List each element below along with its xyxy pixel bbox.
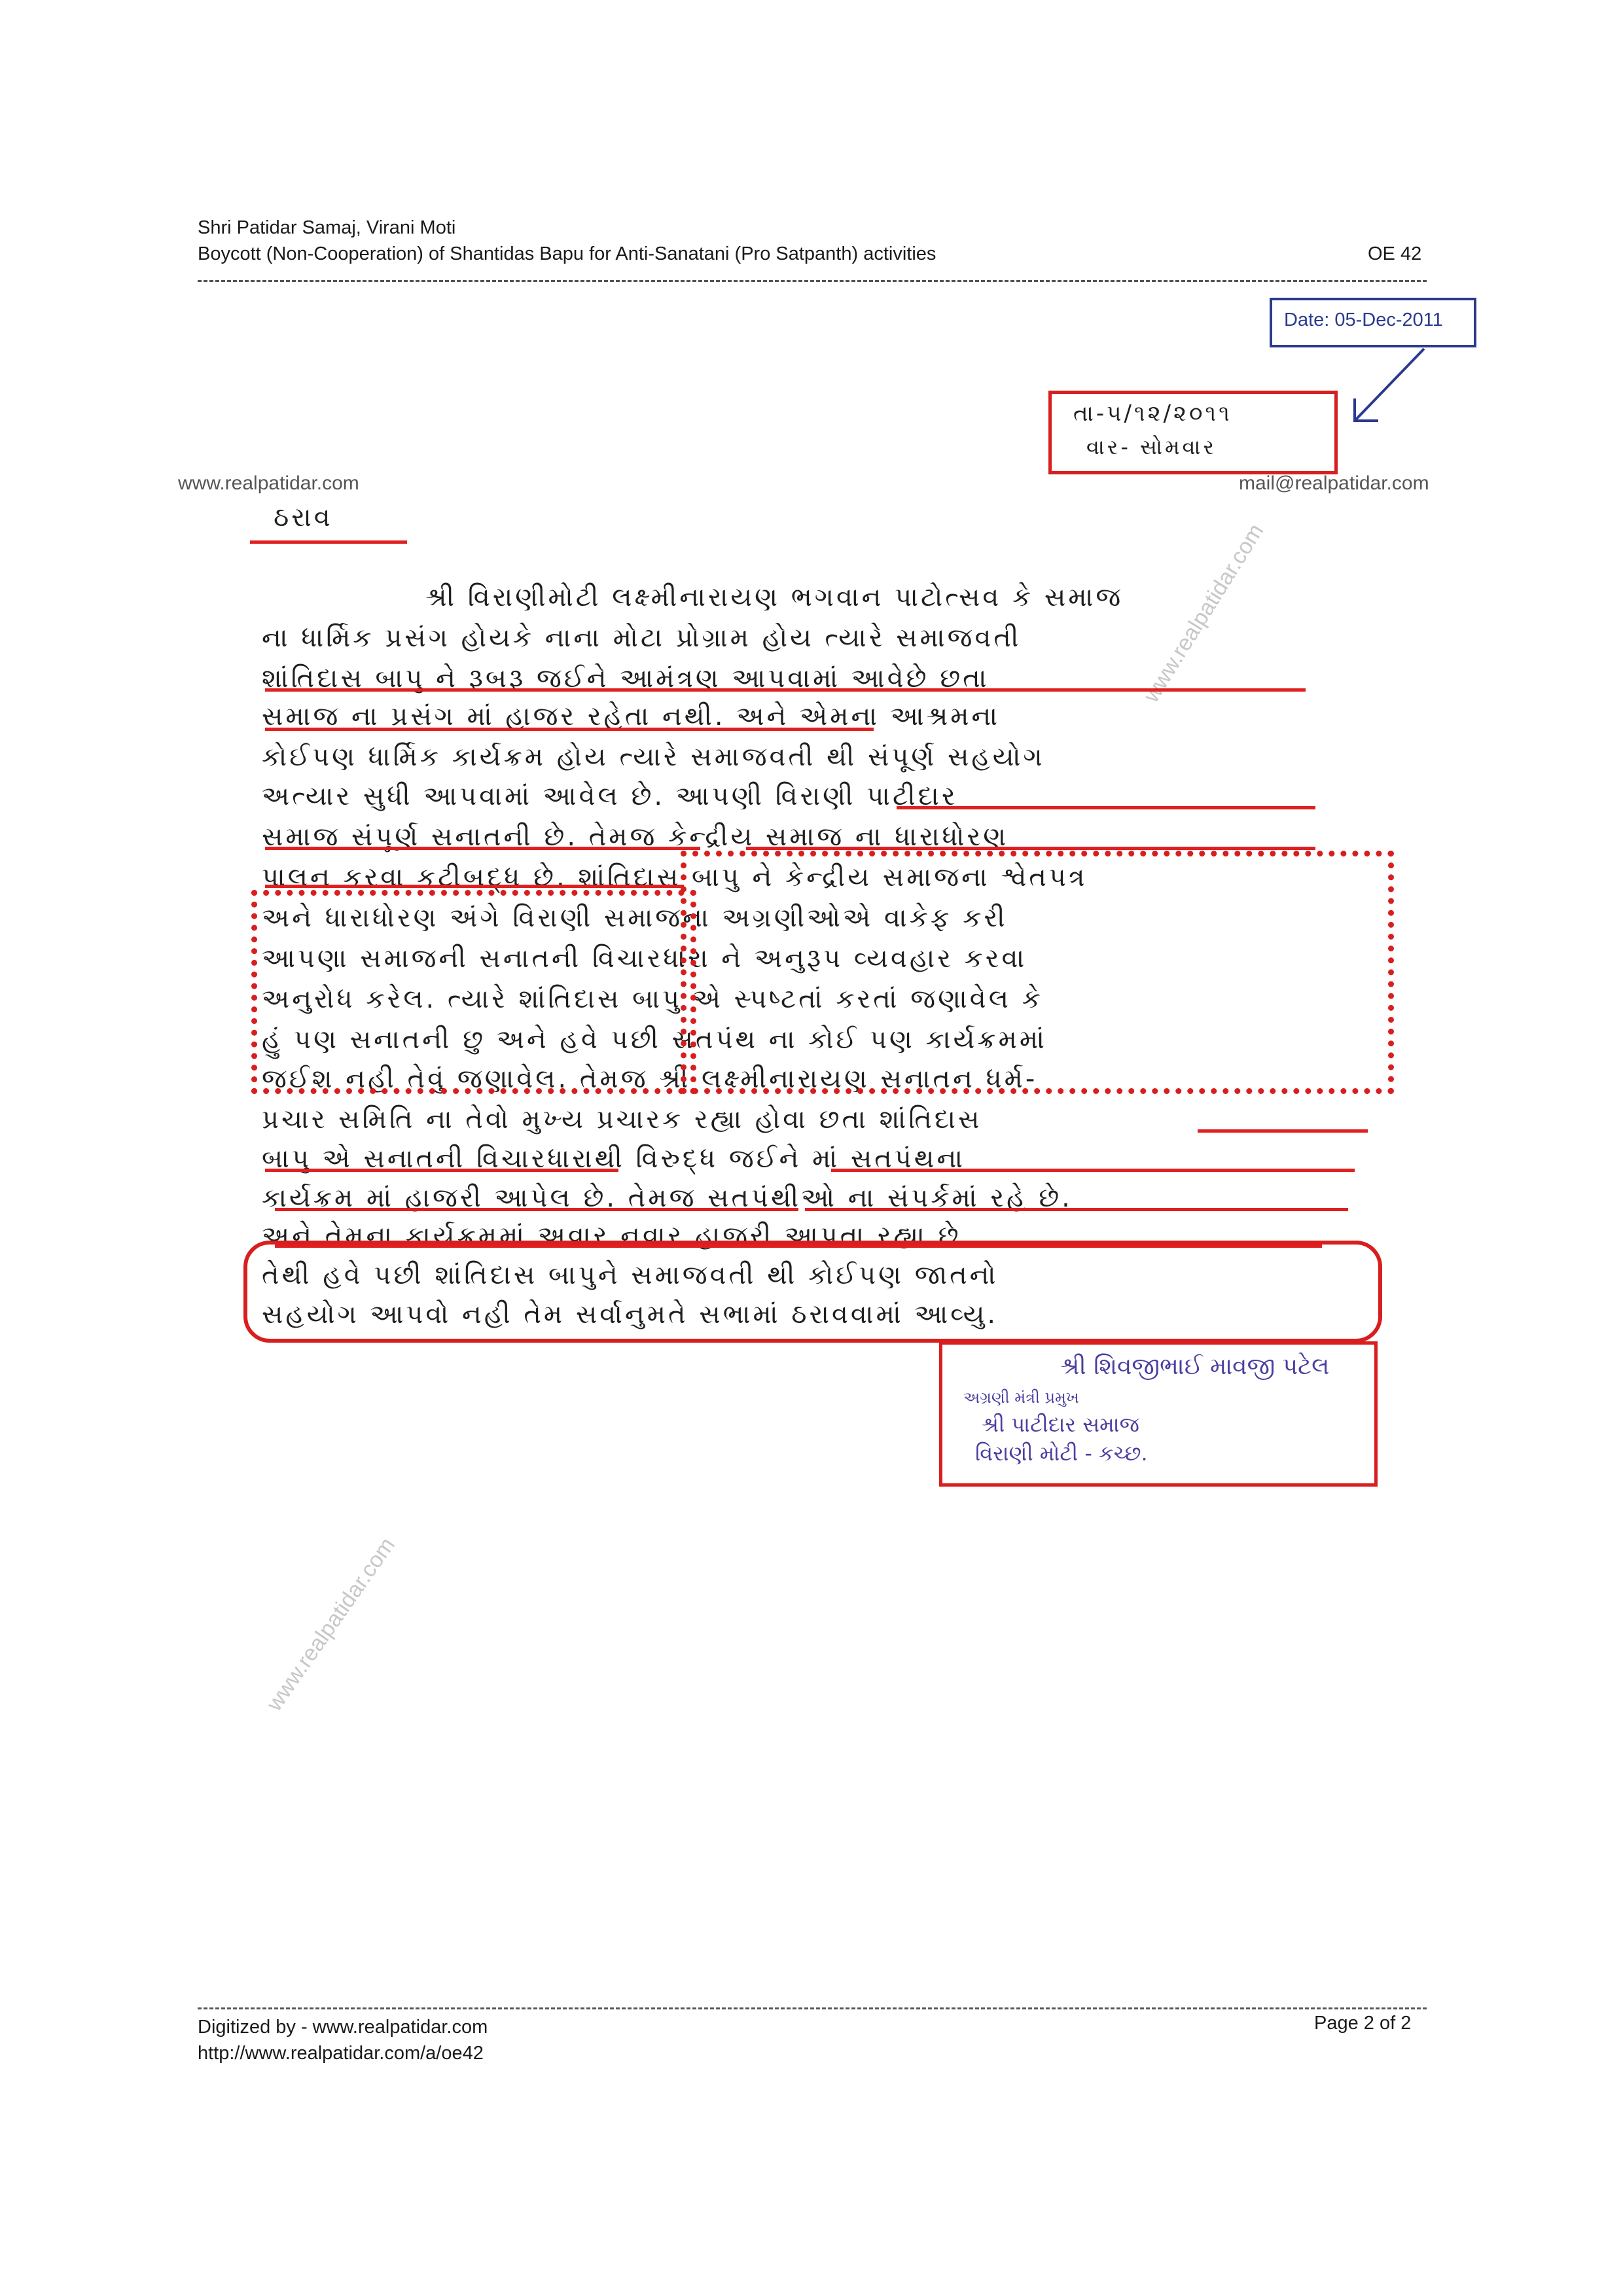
resolution-heading: ઠરાવ — [274, 503, 333, 533]
header-title: Shri Patidar Samaj, Virani Moti — [198, 217, 456, 238]
footer-divider — [198, 2007, 1427, 2009]
body-line: તેથી હવે પછી શાંતિદાસ બાપુને સમાજવતી થી કોઈપણ જાતનો — [262, 1260, 999, 1290]
underline — [1198, 1129, 1368, 1133]
body-line: અને ધારાધોરણ અંગે વિરાણી સમાજના અગ્રણીઓએ વાકેફ કરી — [262, 903, 1008, 933]
body-line: અનુરોધ કરેલ. ત્યારે શાંતિદાસ બાપુ એ સ્પષ્ટતાં કરતાં જણાવેલ કે — [262, 984, 1043, 1014]
underline — [831, 1169, 1355, 1172]
signature-organization: શ્રી પાટીદાર સમાજ — [982, 1412, 1139, 1437]
body-line: પાલન કરવા કટીબદ્ધ છે. શાંતિદાસ બાપુ ને કેન્દ્રીય સમાજના શ્વેતપત્ર — [262, 862, 1088, 892]
underline — [265, 688, 1306, 692]
header-subtitle: Boycott (Non-Cooperation) of Shantidas Bapu for Anti-Sanatani (Pro Satpanth) activities — [198, 243, 936, 264]
site-left: www.realpatidar.com — [178, 472, 359, 494]
watermark-lower: www.realpatidar.com — [262, 1533, 401, 1716]
document-code: OE 42 — [1368, 243, 1422, 264]
underline — [265, 728, 874, 731]
underline — [805, 1208, 1348, 1211]
underline — [265, 847, 700, 850]
body-line: પ્રચાર સમિતિ ના તેવો મુખ્ય પ્રચારક રહ્યા હોવા છતા શાંતિદાસ — [262, 1104, 982, 1135]
body-line: ના ધાર્મિક પ્રસંગ હોયકે નાના મોટા પ્રોગ્રામ હોય ત્યારે સમાજવતી — [262, 623, 1022, 653]
highlight-cloud-box — [243, 1241, 1382, 1343]
underline — [265, 885, 684, 888]
body-line: કાર્યક્રમ માં હાજરી આપેલ છે. તેમજ સતપંથીઓ ના સંપર્કમાં રહે છે. — [262, 1183, 1073, 1213]
signature-roles: અગ્રણી મંત્રી પ્રમુખ — [963, 1388, 1079, 1407]
header-divider — [198, 280, 1427, 282]
heading-underline — [250, 540, 407, 544]
highlight-dotted-box — [681, 851, 1394, 1094]
underline — [746, 847, 1315, 850]
letter-date-line1: તા-૫/૧૨/૨૦૧૧ — [1073, 400, 1232, 427]
body-line: આપણા સમાજની સનાતની વિચારધારા ને અનુરૂપ વ્યવહાર કરવા — [262, 944, 1027, 974]
body-line: બાપુ એ સનાતની વિચારધારાથી વિરુદ્ધ જઈને માં સતપંથના — [262, 1144, 966, 1174]
site-right: mail@realpatidar.com — [1239, 472, 1429, 494]
signature-place: વિરાણી મોટી - કચ્છ. — [975, 1441, 1148, 1466]
date-note-arrow — [1342, 347, 1433, 433]
body-line: જઈશ નહી તેવું જણાવેલ. તેમજ શ્રી લક્ષ્મીનારાયણ સનાતન ધર્મ- — [262, 1064, 1038, 1094]
letter-date-line2: વાર- સોમવાર — [1086, 434, 1217, 459]
underline — [275, 1208, 798, 1211]
body-line: સમાજ સંપૂર્ણ સનાતની છે. તેમજ કેન્દ્રીય સમાજ ના ધારાધોરણ — [262, 822, 1009, 852]
body-line: અને તેમના કાર્યક્રમમાં અવાર નવાર હાજરી આપતા રહ્યા છે. — [262, 1221, 972, 1251]
footer-url: http://www.realpatidar.com/a/oe42 — [198, 2043, 484, 2064]
highlight-dotted-box — [251, 890, 696, 1094]
body-line: કોઈપણ ધાર્મિક કાર્યક્રમ હોય ત્યારે સમાજવતી થી સંપૂર્ણ સહયોગ — [262, 742, 1045, 772]
body-line: શાંતિદાસ બાપુ ને રૂબરૂ જઈને આમંત્રણ આપવામાં આવેછે છતા — [262, 663, 990, 694]
body-line: અત્યાર સુધી આપવામાં આવેલ છે. આપણી વિરાણી પાટીદાર — [262, 781, 958, 811]
underline — [265, 1169, 618, 1172]
body-line: સમાજ ના પ્રસંગ માં હાજર રહેતા નથી. અને એમના આશ્રમના — [262, 701, 1001, 732]
underline — [897, 806, 1315, 809]
footer-digitized: Digitized by - www.realpatidar.com — [198, 2017, 488, 2038]
date-note: Date: 05-Dec-2011 — [1270, 298, 1476, 347]
page-number: Page 2 of 2 — [1314, 2013, 1412, 2034]
body-line: શ્રી વિરાણીમોટી લક્ષ્મીનારાયણ ભગવાન પાટોત્સવ કે સમાજ — [425, 582, 1124, 612]
body-line: હું પણ સનાતની છુ અને હવે પછી સતપંથ ના કોઈ પણ કાર્યક્રમમાં — [262, 1025, 1047, 1055]
watermark-upper: www.realpatidar.com — [1139, 519, 1269, 707]
body-line: સહયોગ આપવો નહી તેમ સર્વાનુમતે સભામાં ઠરાવવામાં આવ્યુ. — [262, 1299, 999, 1330]
signature-name: શ્રી શિવજીભાઈ માવજી પટેલ — [1060, 1353, 1330, 1380]
